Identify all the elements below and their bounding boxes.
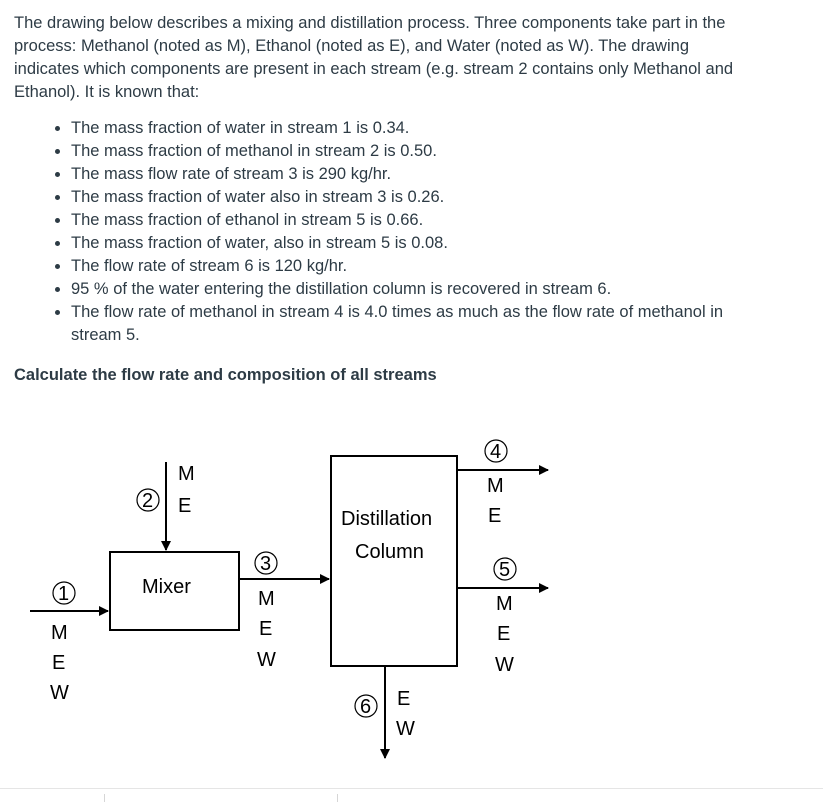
- fact-item: • The flow rate of methanol in stream 4 is 4.0 times as much as the flow rate of methanol in stream 5.: [71, 301, 744, 347]
- stream-5-component: M: [496, 593, 513, 615]
- column-label-line2: Column: [355, 541, 424, 563]
- stream-3-number: 3: [260, 553, 272, 575]
- stream-6-component: E: [397, 688, 411, 710]
- stream-5-number: 5: [499, 559, 511, 581]
- stream-1-component: W: [50, 682, 69, 704]
- fact-item: • The mass fraction of water also in stream 3 is 0.26.: [71, 186, 744, 209]
- stream-1-number: 1: [58, 583, 70, 605]
- footer-column-divider: [104, 794, 105, 802]
- intro-paragraph: The drawing below describes a mixing and distillation process. Three components take part in the process: Methanol (noted as M), Ethanol (noted as E), and Water (noted as W). The drawing indicates which components are present in each stream (e.g. stream 2 contains only Methanol and Ethanol). It is known that:: [14, 14, 734, 101]
- column-label-line1: Distillation: [341, 508, 433, 530]
- stream-4-component: M: [487, 475, 504, 497]
- given-facts-list: [14, 117, 744, 347]
- footer-column-divider: [337, 794, 338, 802]
- problem-statement: [14, 12, 744, 385]
- fact-item: • The mass fraction of water in stream 1 is 0.34.: [71, 117, 744, 140]
- stream-5-component: E: [497, 623, 511, 645]
- fact-item: • 95 % of the water entering the distillation column is recovered in stream 6.: [71, 278, 744, 301]
- stream-3-component: W: [257, 649, 276, 671]
- stream-1-component: E: [52, 652, 66, 674]
- task-instruction: Calculate the flow rate and composition of all streams: [14, 366, 437, 384]
- stream-6-component: W: [396, 718, 415, 740]
- process-flow-diagram: [0, 430, 823, 775]
- stream-2-component: E: [178, 495, 192, 517]
- fact-item: • The mass fraction of ethanol in stream 5 is 0.66.: [71, 209, 744, 232]
- stream-2-number: 2: [142, 490, 154, 512]
- stream-6-number: 6: [360, 696, 372, 718]
- mixer-label: Mixer: [142, 576, 191, 598]
- stream-1-component: M: [51, 622, 68, 644]
- fact-item: • The mass fraction of methanol in stream 2 is 0.50.: [71, 140, 744, 163]
- fact-item: • The mass fraction of water, also in stream 5 is 0.08.: [71, 232, 744, 255]
- fact-item: • The flow rate of stream 6 is 120 kg/hr.: [71, 255, 744, 278]
- stream-4-component: E: [488, 505, 502, 527]
- stream-4-number: 4: [490, 441, 502, 463]
- footer-divider: [0, 788, 823, 789]
- stream-3-component: E: [259, 618, 273, 640]
- fact-item: • The mass flow rate of stream 3 is 290 kg/hr.: [71, 163, 744, 186]
- stream-5-component: W: [495, 654, 514, 676]
- stream-2-component: M: [178, 463, 195, 485]
- stream-3-component: M: [258, 588, 275, 610]
